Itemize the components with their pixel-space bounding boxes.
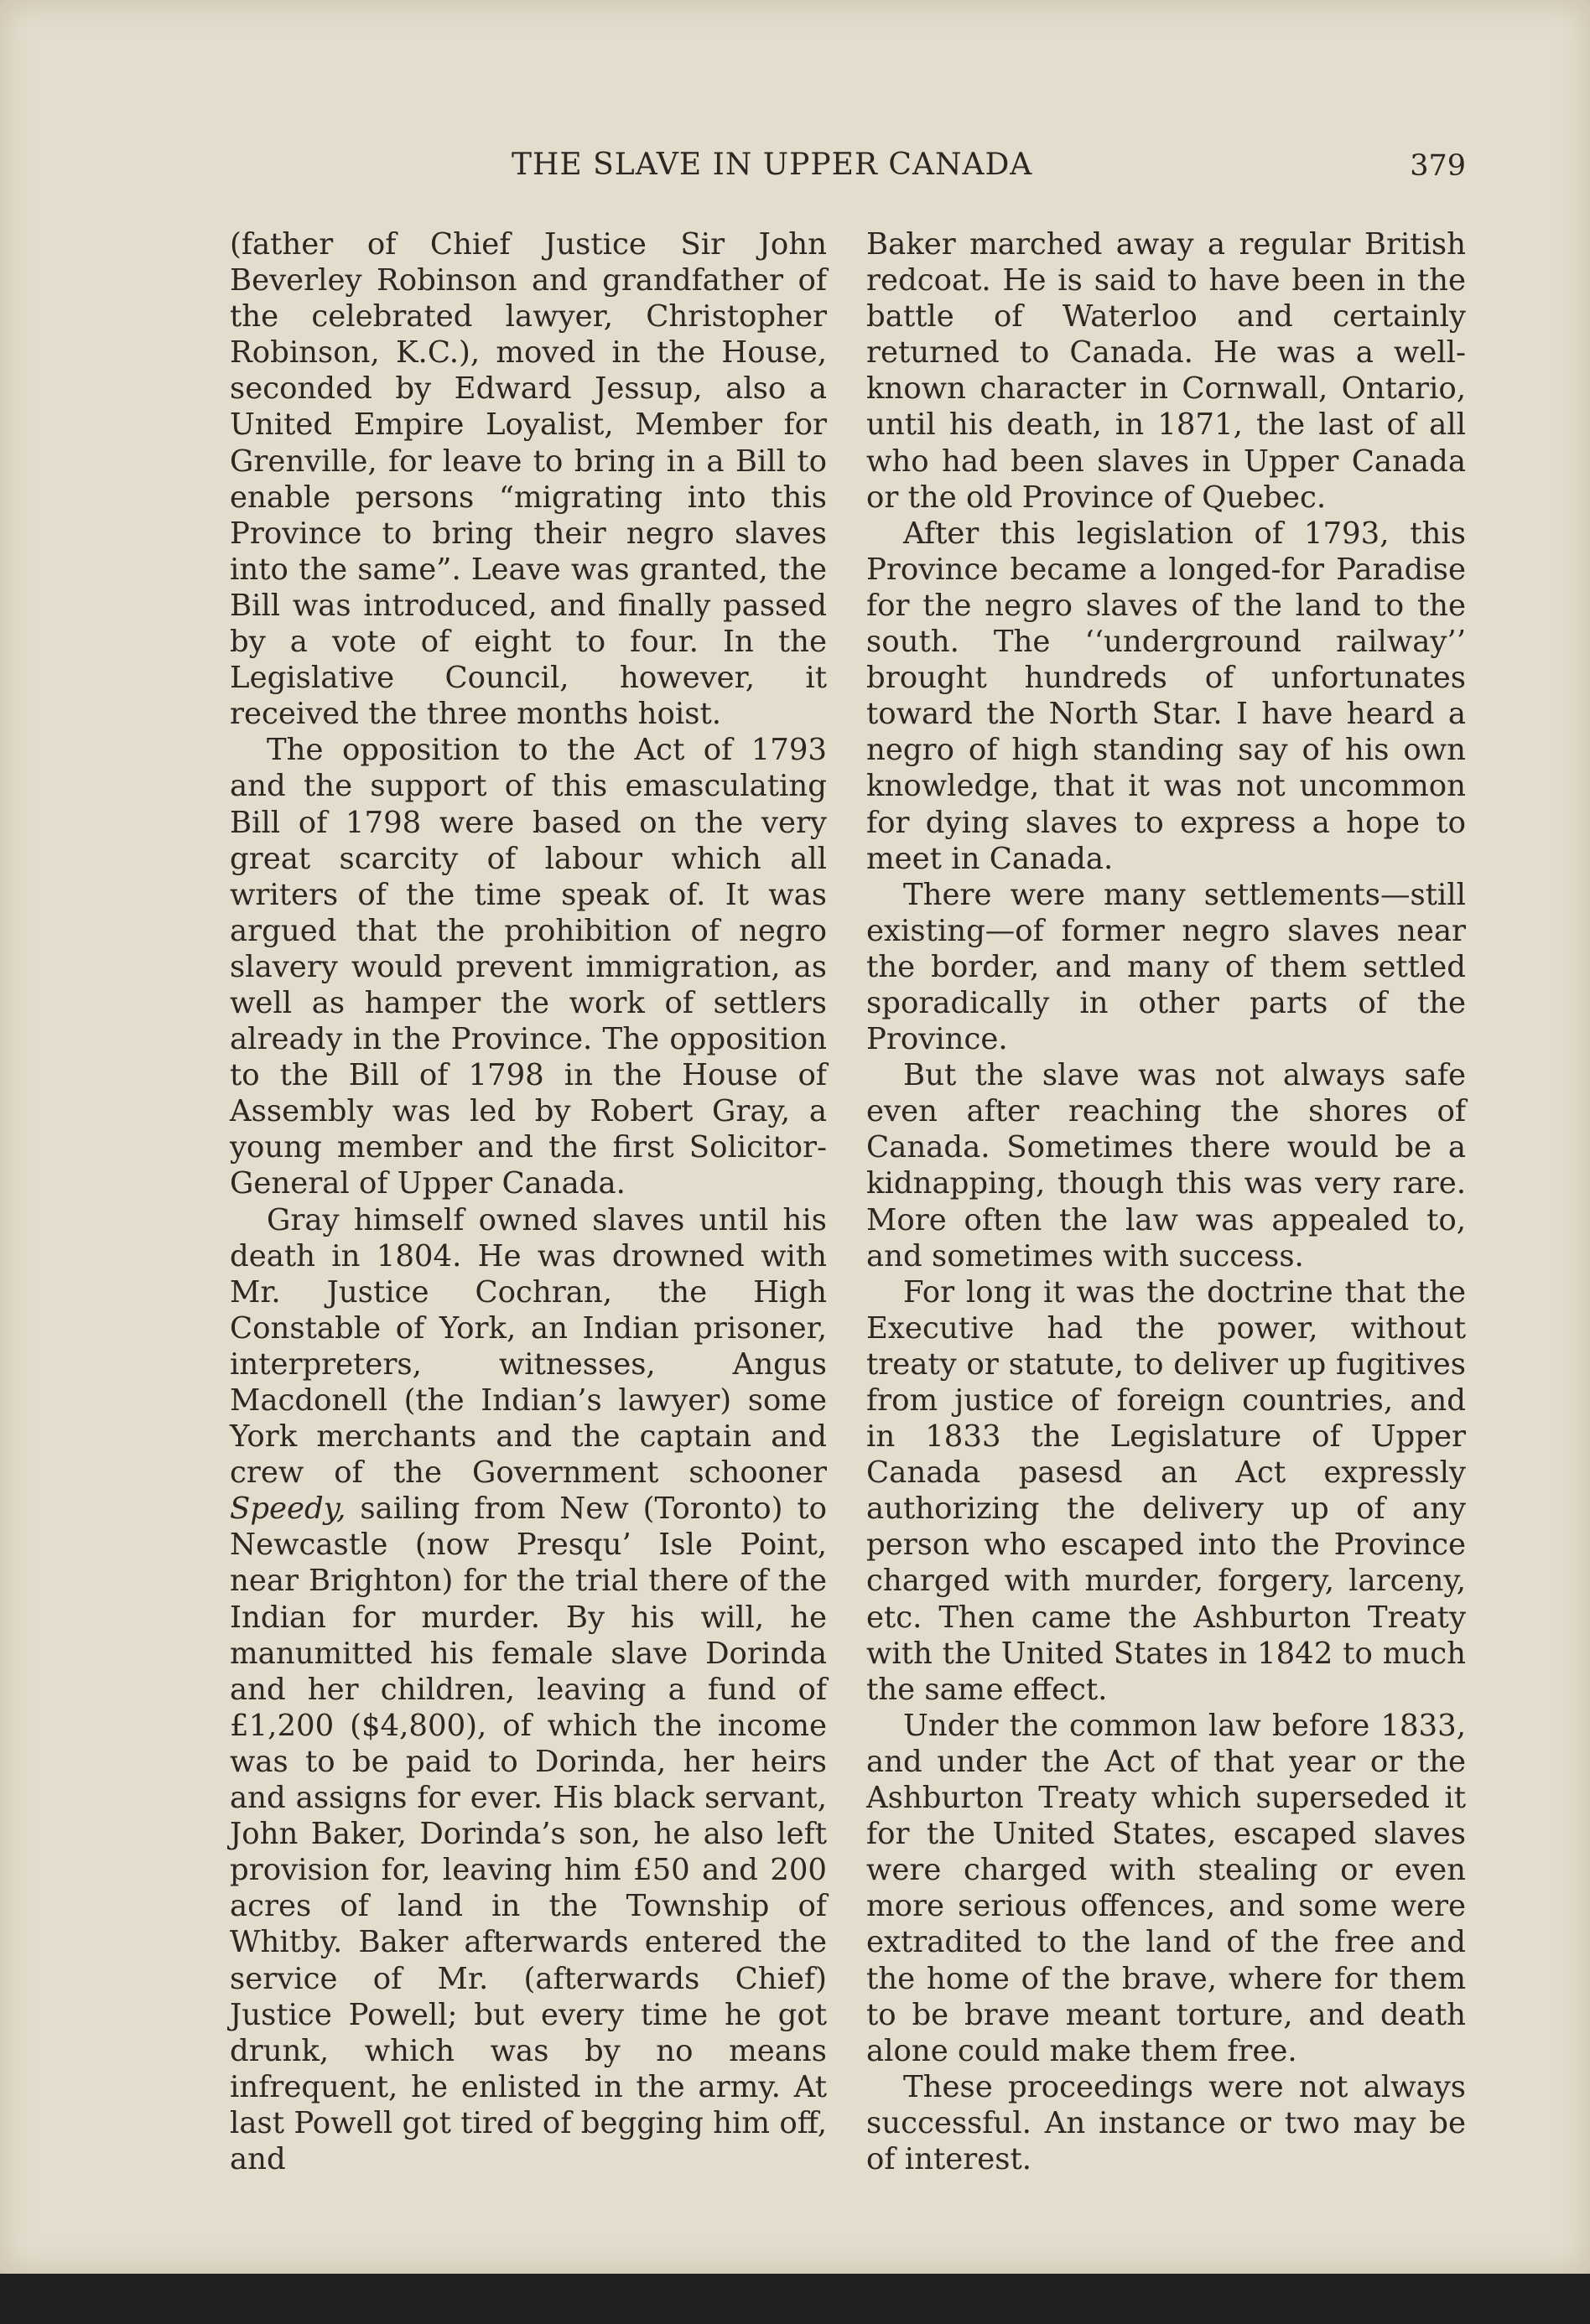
paragraph: There were many settlements—still existing—of former negro slaves near the border, and many of them settled sporadically in other parts of the Province. xyxy=(866,877,1466,1057)
paragraph: The opposition to the Act of 1793 and the support of this emasculating Bill of 1798 were based on the very great scarcity of labour which all writers of the time speak of. It was argued that the prohibition of negro slavery would prevent immigration, as well as hamper the work of settlers already in the Province. The opposition to the Bill of 1798 in the House of Assembly was led by Robert Gray, a young member and the first Solicitor-General of Upper Canada. xyxy=(230,733,827,1201)
page-header xyxy=(0,148,1590,198)
left-column xyxy=(230,226,827,2177)
scan-bottom-edge xyxy=(0,2274,1590,2324)
paragraph: Under the common law before 1833, and under the Act of that year or the Ashburton Treaty which superseded it for the United States, escaped slaves were charged with stealing or even more serious offences, and some were extradited to the land of the free and the home of the brave, where for them to be brave meant torture, and death alone could make them free. xyxy=(866,1708,1466,2068)
paragraph: For long it was the doctrine that the Executive had the power, without treaty or statute, to deliver up fugitives from justice of foreign countries, and in 1833 the Legislature of Upper Canada pasesd an Act expressly authorizing the delivery up of any person who escaped into the Province charged with murder, forgery, larceny, etc. Then came the Ashburton Treaty with the United States in 1842 to much the same effect. xyxy=(866,1274,1466,1707)
running-title: THE SLAVE IN UPPER CANADA xyxy=(512,148,1033,182)
paragraph xyxy=(230,1202,827,2178)
page-number: 379 xyxy=(1410,149,1466,183)
paragraph: These proceedings were not always successful. An instance or two may be of interest. xyxy=(866,2069,1466,2176)
paragraph: (father of Chief Justice Sir John Beverley Robinson and grandfather of the celebrated lawyer, Christopher Robinson, K.C.), moved in the House, seconded by Edward Jessup, also a United Empire Loyalist, Member for Grenville, for leave to bring in a Bill to enable persons “migrating into this Province to bring their negro slaves into the same”. Leave was granted, the Bill was introduced, and finally passed by a vote of eight to four. In the Legislative Council, however, it received the three months hoist. xyxy=(230,227,827,732)
ship-name: Speedy, xyxy=(230,1491,346,1527)
paragraph-text: Gray himself owned slaves until his death in 1804. He was drowned with Mr. Justice Cochran, the High Constable of York, an Indian prisoner, interpreters, witnesses, Angus Macdonell (the Indian’s lawyer) some York merchants and the captain and crew of the Government schooner xyxy=(230,1202,827,1491)
paragraph-text: sailing from New (Toronto) to Newcastle (now Presqu’ Isle Point, near Brighton) for the trial there of the Indian for murder. By his will, he manumitted his female slave Dorinda and her children, leaving a fund of £1,200 ($4,800), of which the income was to be paid to Dorinda, her heirs and assigns for ever. His black servant, John Baker, Dorinda’s son, he also left provision for, leaving him £50 and 200 acres of land in the Township of Whitby. Baker afterwards entered the service of Mr. (afterwards Chief) Justice Powell; but every time he got drunk, which was by no means infrequent, he enlisted in the army. At last Powell got tired of begging him off, and xyxy=(230,1491,827,2176)
paragraph: After this legislation of 1793, this Province became a longed-for Paradise for the negro slaves of the land to the south. The ‘‘underground railway’’ brought hundreds of unfortunates toward the North Star. I have heard a negro of high standing say of his own knowledge, that it was not uncommon for dying slaves to express a hope to meet in Canada. xyxy=(866,516,1466,876)
paragraph: Baker marched away a regular British redcoat. He is said to have been in the battle of Waterloo and certainly returned to Canada. He was a well-known character in Cornwall, Ontario, until his death, in 1871, the last of all who had been slaves in Upper Canada or the old Province of Quebec. xyxy=(866,227,1466,515)
paragraph: But the slave was not always safe even after reaching the shores of Canada. Sometimes there would be a kidnapping, though this was very rare. More often the law was appealed to, and sometimes with success. xyxy=(866,1058,1466,1274)
right-column xyxy=(866,226,1466,2177)
